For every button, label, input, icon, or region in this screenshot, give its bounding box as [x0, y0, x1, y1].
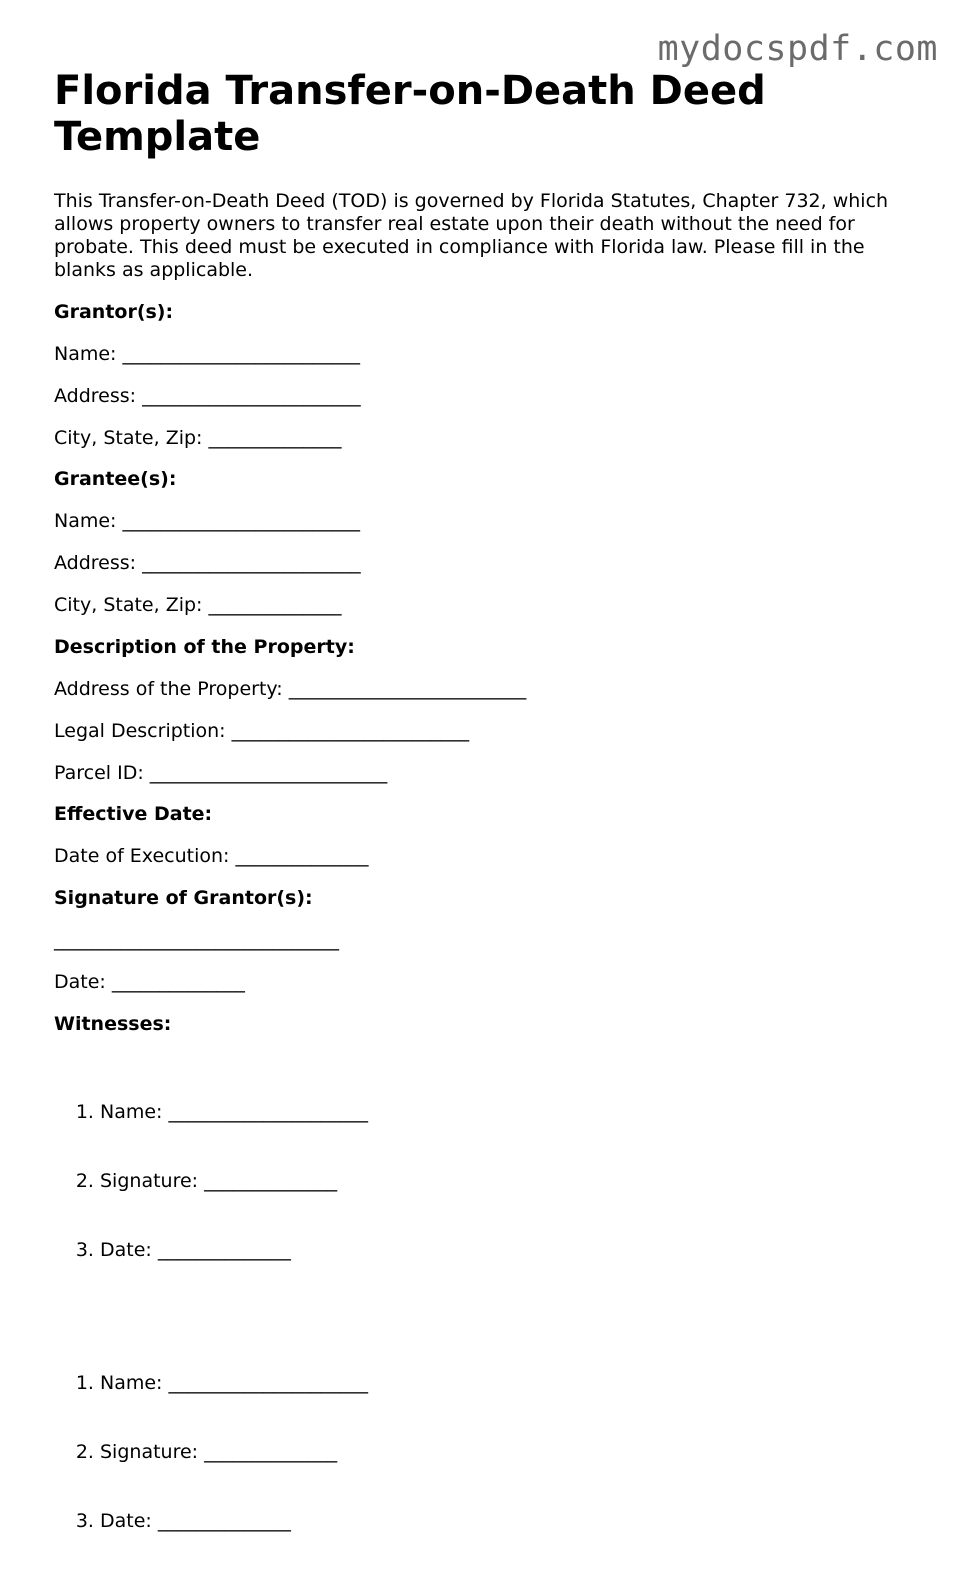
grantee-address-field[interactable]: Address: _______________________	[54, 552, 361, 574]
page-title: Florida Transfer-on-Death Deed Template	[54, 68, 766, 160]
witness-1-date-field[interactable]: 3. Date: ______________	[100, 1239, 914, 1262]
grantor-city-state-zip-field[interactable]: City, State, Zip: ______________	[54, 427, 342, 449]
witnesses-heading: Witnesses:	[54, 1013, 172, 1035]
grantor-name-field[interactable]: Name: _________________________	[54, 343, 360, 365]
witness-2-name-field[interactable]: 1. Name: _____________________	[100, 1372, 914, 1395]
signature-date-field[interactable]: Date: ______________	[54, 971, 245, 993]
document-page	[54, 68, 914, 1579]
grantor-heading: Grantor(s):	[54, 301, 174, 323]
property-heading: Description of the Property:	[54, 636, 355, 658]
grantee-city-state-zip-field[interactable]: City, State, Zip: ______________	[54, 594, 342, 616]
witness-list-2	[54, 1326, 914, 1579]
grantor-signature-line[interactable]: ______________________________	[54, 929, 339, 951]
intro-paragraph: This Transfer-on-Death Deed (TOD) is governed by Florida Statutes, Chapter 732, which allows property owners to transfer real estate upon their death without the need for probate. This deed must be executed in compliance with Florida law. Please fill in the blanks as applicable.	[54, 190, 889, 281]
witness-1-name-field[interactable]: 1. Name: _____________________	[100, 1101, 914, 1124]
parcel-id-field[interactable]: Parcel ID: _________________________	[54, 762, 388, 784]
grantee-name-field[interactable]: Name: _________________________	[54, 510, 360, 532]
witness-list-1	[54, 1055, 914, 1308]
witness-2-date-field[interactable]: 3. Date: ______________	[100, 1510, 914, 1533]
watermark: mydocspdf.com	[657, 29, 938, 69]
effective-date-heading: Effective Date:	[54, 803, 213, 825]
witness-1-signature-field[interactable]: 2. Signature: ______________	[100, 1170, 914, 1193]
grantee-heading: Grantee(s):	[54, 468, 177, 490]
legal-description-field[interactable]: Legal Description: _________________________	[54, 720, 470, 742]
date-of-execution-field[interactable]: Date of Execution: ______________	[54, 845, 369, 867]
grantor-address-field[interactable]: Address: _______________________	[54, 385, 361, 407]
signature-heading: Signature of Grantor(s):	[54, 887, 313, 909]
witness-2-signature-field[interactable]: 2. Signature: ______________	[100, 1441, 914, 1464]
property-address-field[interactable]: Address of the Property: _________________________	[54, 678, 527, 700]
